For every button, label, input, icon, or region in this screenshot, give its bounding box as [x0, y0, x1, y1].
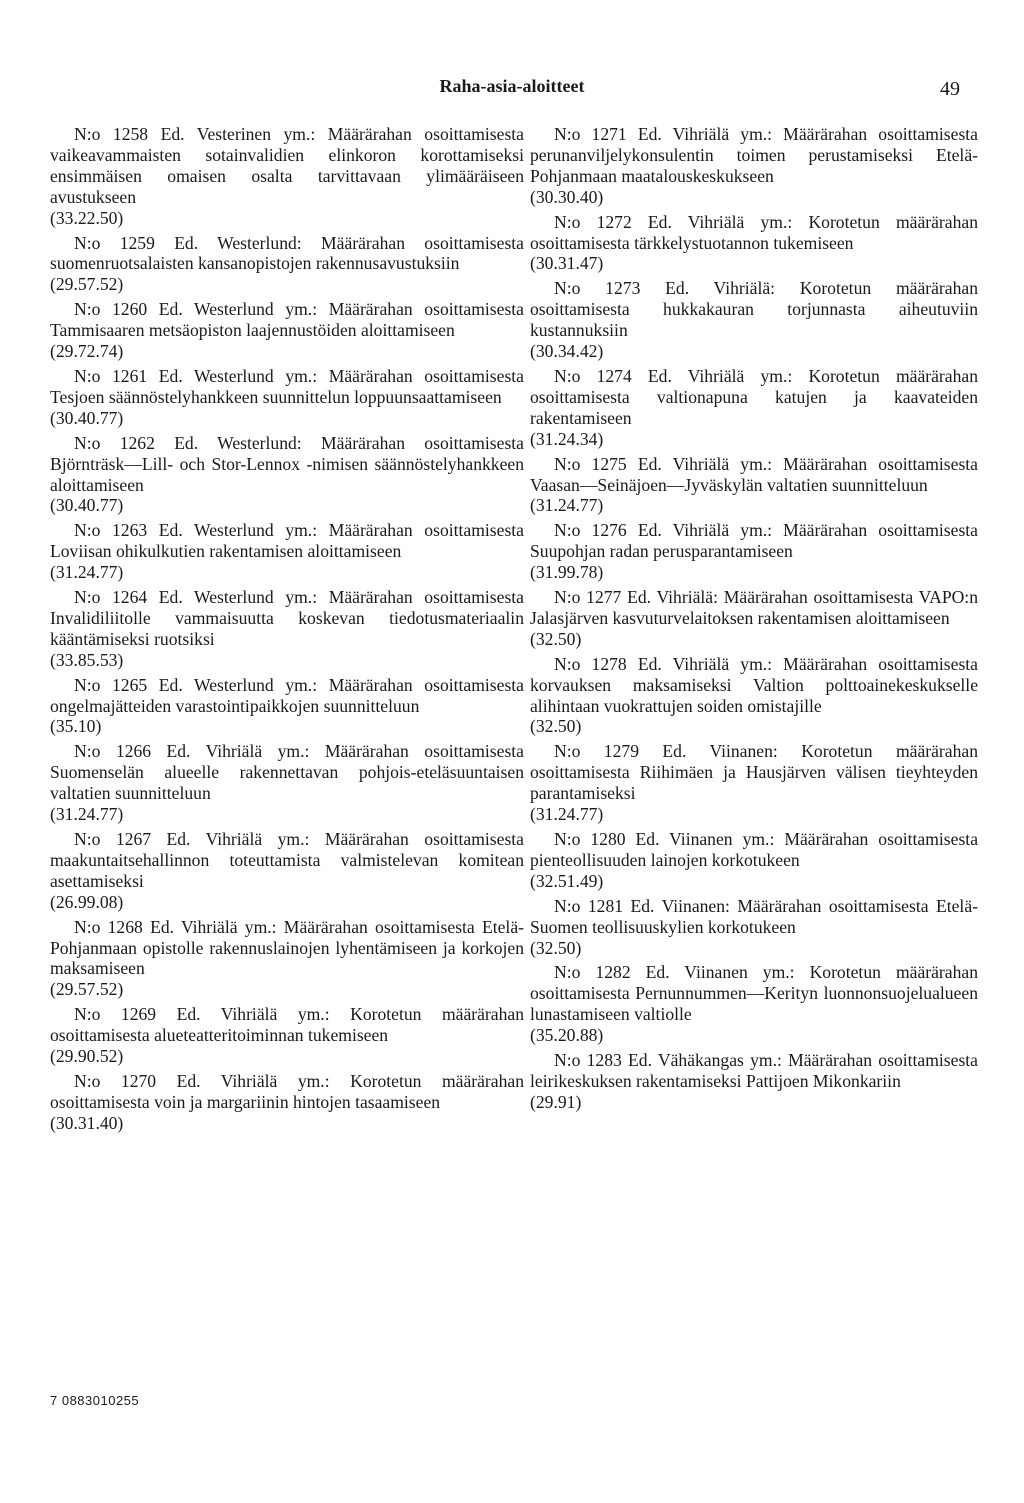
- motion-entry: [50, 829, 524, 913]
- budget-code: (30.30.40): [530, 186, 604, 207]
- print-code: 7 0883010255: [50, 1393, 140, 1408]
- budget-code: (29.57.52): [50, 274, 124, 295]
- running-header: Raha-asia-aloitteet: [439, 76, 585, 96]
- budget-code: (30.40.77): [50, 407, 124, 428]
- motion-text: N:o 1259 Ed. Westerlund: Määrärahan osoittamisesta suomenruotsalaisten kansanopistojen rakennusavustuksiin: [50, 232, 524, 274]
- motion-text: N:o 1276 Ed. Vihriälä ym.: Määrärahan osoittamisesta Suupohjan radan perusparantamiseen: [530, 520, 978, 562]
- motion-text: N:o 1277 Ed. Vihriälä: Määrärahan osoittamisesta VAPO:n Jalasjärven kasvuturvelaitoksen rakentamisen aloittamiseen: [530, 587, 978, 628]
- motion-text: N:o 1274 Ed. Vihriälä ym.: Korotetun määrärahan osoittamisesta valtionapuna katujen ja kaavateiden rakentamiseen: [530, 365, 978, 428]
- budget-code: (32.50): [530, 937, 582, 958]
- left-column: [50, 124, 524, 1138]
- motion-entry: [530, 278, 978, 362]
- motion-entry: [50, 1071, 524, 1134]
- motion-entry: [50, 917, 524, 1001]
- motion-text: N:o 1258 Ed. Vesterinen ym.: Määrärahan osoittamisesta vaikeavammaisten sotainvalidien elinkoron korottamiseksi ensimmäisen omaisen osalta tarvittavaan ylimääräiseen avustukseen: [50, 124, 524, 207]
- budget-code: (29.91): [530, 1091, 582, 1112]
- budget-code: (30.31.40): [50, 1112, 124, 1133]
- motion-entry: [530, 962, 978, 1046]
- motion-text: N:o 1279 Ed. Viinanen: Korotetun määrärahan osoittamisesta Riihimäen ja Hausjärven välisen tieyhteyden parantamiseksi: [530, 741, 978, 804]
- motion-entry: [530, 520, 978, 583]
- budget-code: (26.99.08): [50, 891, 124, 912]
- budget-code: (32.51.49): [530, 870, 604, 891]
- motion-entry: [50, 675, 524, 738]
- budget-code: (31.24.77): [530, 804, 604, 825]
- motion-entry: [530, 366, 978, 450]
- motion-entry: [530, 654, 978, 738]
- motion-text: N:o 1280 Ed. Viinanen ym.: Määrärahan osoittamisesta pienteollisuuden lainojen korkotukeen: [530, 829, 978, 870]
- motion-text: N:o 1281 Ed. Viinanen: Määrärahan osoittamisesta Etelä-Suomen teollisuuskylien korkotukeen: [530, 895, 978, 937]
- motion-text: N:o 1266 Ed. Vihriälä ym.: Määrärahan osoittamisesta Suomenselän alueelle rakennettavan pohjois-eteläsuuntaisen valtatien suunnitteluun: [50, 741, 524, 804]
- motion-entry: [50, 1004, 524, 1067]
- budget-code: (31.99.78): [530, 562, 604, 583]
- budget-code: (35.20.88): [530, 1025, 604, 1046]
- budget-code: (29.57.52): [50, 979, 124, 1000]
- motion-entry: [50, 520, 524, 583]
- motion-text: N:o 1261 Ed. Westerlund ym.: Määrärahan osoittamisesta Tesjoen säännöstelyhankkeen suunnittelun loppuunsaattamiseen: [50, 365, 524, 407]
- budget-code: (33.85.53): [50, 649, 124, 670]
- motion-text: N:o 1263 Ed. Westerlund ym.: Määrärahan osoittamisesta Loviisan ohikulkutien rakentamisen aloittamiseen: [50, 520, 524, 562]
- budget-code: (30.40.77): [50, 495, 124, 516]
- motion-entry: [50, 233, 524, 296]
- motion-text: N:o 1278 Ed. Vihriälä ym.: Määrärahan osoittamisesta korvauksen maksamiseksi Valtion polttoainekeskukselle alihintaan vuokrattujen soiden omistajille: [530, 653, 978, 716]
- budget-code: (30.34.42): [530, 341, 604, 362]
- motion-text: N:o 1264 Ed. Westerlund ym.: Määrärahan osoittamisesta Invalidiliitolle vammaisuutta koskevan tiedotusmateriaalin kääntämiseksi ruotsiksi: [50, 587, 524, 649]
- motion-entry: [50, 741, 524, 825]
- motion-entry: [50, 124, 524, 229]
- budget-code: (31.24.77): [50, 804, 124, 825]
- motion-text: N:o 1275 Ed. Vihriälä ym.: Määrärahan osoittamisesta Vaasan—Seinäjoen—Jyväskylän valtatien suunnitteluun: [530, 453, 978, 495]
- budget-code: (29.72.74): [50, 341, 124, 362]
- motion-text: N:o 1260 Ed. Westerlund ym.: Määrärahan osoittamisesta Tammisaaren metsäopiston laajennustöiden aloittamiseen: [50, 299, 524, 341]
- motion-text: N:o 1273 Ed. Vihriälä: Korotetun määrärahan osoittamisesta hukkakauran torjunnasta aiheutuviin kustannuksiin: [530, 278, 978, 341]
- motion-entry: [50, 366, 524, 429]
- budget-code: (31.24.77): [530, 495, 604, 516]
- budget-code: (31.24.77): [50, 562, 124, 583]
- motion-text: N:o 1282 Ed. Viinanen ym.: Korotetun määrärahan osoittamisesta Pernunnummen—Kerityn luonnonsuojelualueen lunastamiseen valtiolle: [530, 962, 978, 1025]
- budget-code: (33.22.50): [50, 207, 124, 228]
- budget-code: (31.24.34): [530, 428, 604, 449]
- motion-text: N:o 1262 Ed. Westerlund: Määrärahan osoittamisesta Björnträsk—Lill- och Stor-Lennox -nimisen säännöstelyhankkeen aloittamiseen: [50, 432, 524, 495]
- motion-entry: [530, 829, 978, 892]
- motion-entry: [50, 587, 524, 671]
- motion-text: N:o 1270 Ed. Vihriälä ym.: Korotetun määrärahan osoittamisesta voin ja margariinin hintojen tasaamiseen: [50, 1070, 524, 1112]
- page-number: 49: [940, 78, 960, 100]
- right-column: [530, 124, 978, 1117]
- budget-code: (29.90.52): [50, 1046, 124, 1067]
- budget-code: (35.10): [50, 716, 102, 737]
- motion-entry: [530, 454, 978, 517]
- motion-text: N:o 1268 Ed. Vihriälä ym.: Määrärahan osoittamisesta Etelä-Pohjanmaan opistolle rakennuslainojen lyhentämiseen ja korkojen maksamiseen: [50, 916, 524, 979]
- motion-text: N:o 1272 Ed. Vihriälä ym.: Korotetun määrärahan osoittamisesta tärkkelystuotannon tukemiseen: [530, 211, 978, 253]
- motion-entry: [50, 299, 524, 362]
- motion-text: N:o 1271 Ed. Vihriälä ym.: Määrärahan osoittamisesta perunanviljelykonsulentin toimen perustamiseksi Etelä-Pohjanmaan maatalouskeskukseen: [530, 124, 978, 186]
- motion-entry: [530, 1050, 978, 1113]
- motion-entry: [530, 124, 978, 208]
- budget-code: (30.31.47): [530, 253, 604, 274]
- budget-code: (32.50): [530, 716, 582, 737]
- budget-code: (32.50): [530, 628, 582, 649]
- motion-entry: [50, 433, 524, 517]
- motion-text: N:o 1269 Ed. Vihriälä ym.: Korotetun määrärahan osoittamisesta alueteatteritoiminnan tukemiseen: [50, 1004, 524, 1046]
- motion-entry: [530, 741, 978, 825]
- motion-text: N:o 1265 Ed. Westerlund ym.: Määrärahan osoittamisesta ongelmajätteiden varastointipaikkojen suunnitteluun: [50, 674, 524, 716]
- motion-entry: [530, 587, 978, 650]
- motion-text: N:o 1267 Ed. Vihriälä ym.: Määrärahan osoittamisesta maakuntaitsehallinnon toteuttamista valmistelevan komitean asettamiseksi: [50, 829, 524, 891]
- motion-entry: [530, 212, 978, 275]
- motion-text: N:o 1283 Ed. Vähäkangas ym.: Määrärahan osoittamisesta leirikeskuksen rakentamiseksi Pattijoen Mikonkariin: [530, 1050, 978, 1091]
- motion-entry: [530, 896, 978, 959]
